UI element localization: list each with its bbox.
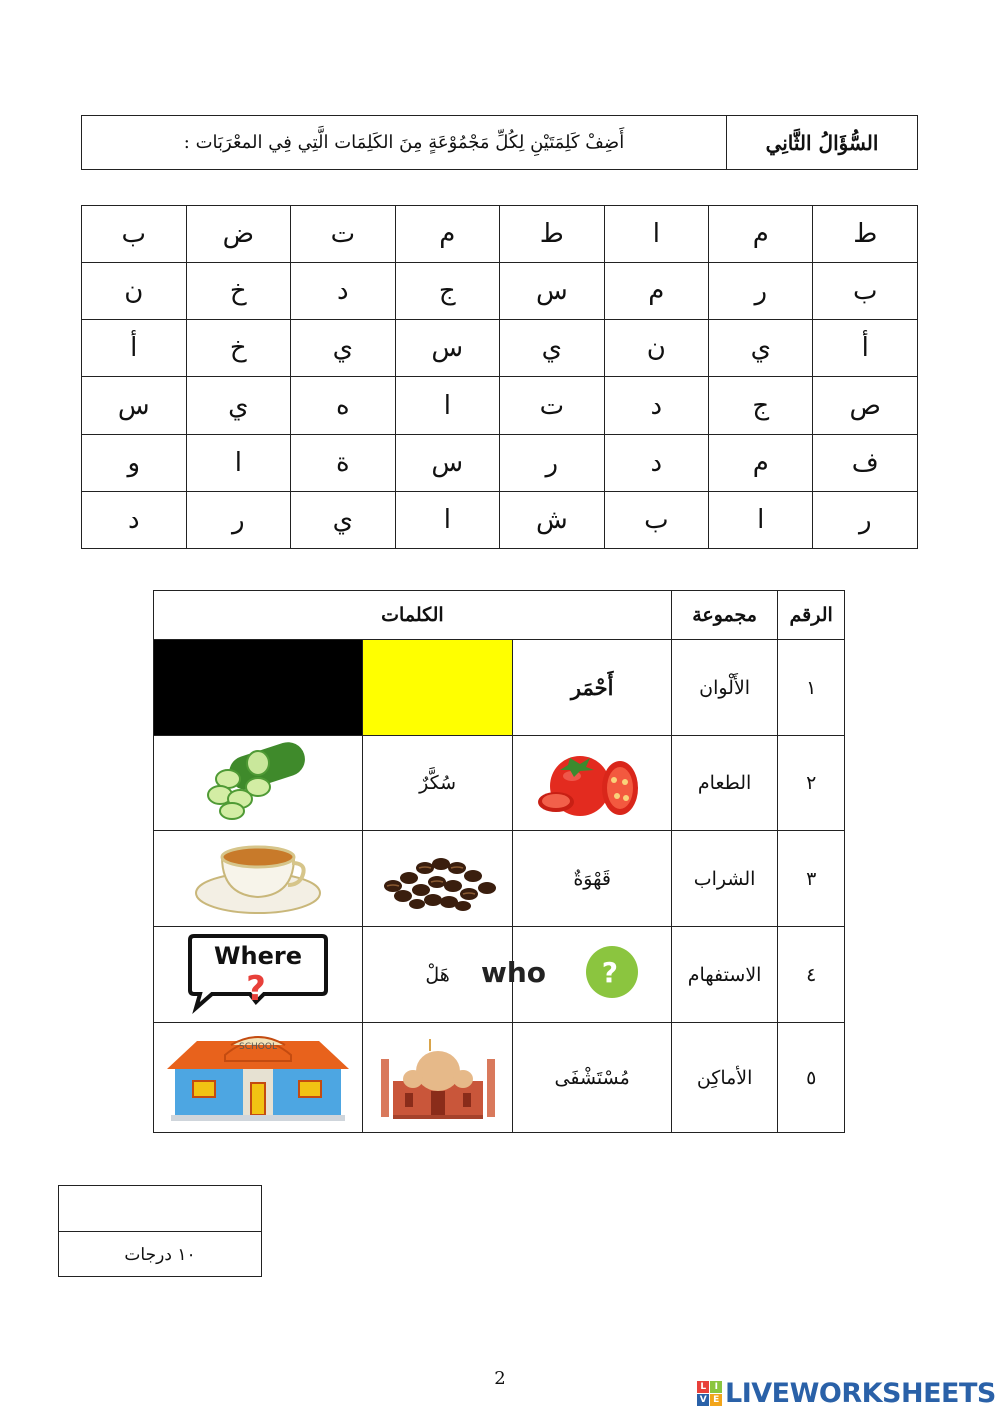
grid-letter[interactable]: ي — [709, 320, 813, 377]
grid-letter[interactable]: ت — [291, 206, 395, 263]
words-table — [153, 590, 845, 1133]
grid-letter[interactable]: د — [82, 491, 187, 548]
grid-letter[interactable]: ر — [709, 263, 813, 320]
svg-text:?: ? — [246, 969, 266, 1009]
grid-letter[interactable]: ط — [813, 206, 918, 263]
grid-letter[interactable]: ي — [291, 491, 395, 548]
grid-letter[interactable]: ا — [604, 206, 708, 263]
grid-row — [82, 206, 918, 263]
word-cell: قَهْوَةٌ — [513, 831, 671, 927]
letter-grid — [81, 205, 918, 549]
grid-letter[interactable]: ن — [82, 263, 187, 320]
score-label: ١٠ درجات — [124, 1244, 196, 1265]
table-row — [154, 1023, 845, 1133]
where-image — [154, 927, 363, 1023]
grid-letter[interactable]: ج — [709, 377, 813, 434]
grid-letter[interactable]: ة — [291, 434, 395, 491]
grid-letter[interactable]: م — [709, 434, 813, 491]
where-label: Where — [213, 942, 302, 970]
who-label: who — [481, 956, 547, 989]
grid-letter[interactable]: ج — [395, 263, 500, 320]
row-number: ٥ — [778, 1023, 845, 1133]
grid-letter[interactable]: ض — [186, 206, 291, 263]
mosque-image — [362, 1023, 513, 1133]
grid-row — [82, 434, 918, 491]
cucumber-image — [154, 736, 363, 831]
grid-letter[interactable]: ط — [500, 206, 605, 263]
logo-text: LIVEWORKSHEETS — [725, 1378, 996, 1409]
svg-text:?: ? — [601, 956, 619, 989]
grid-letter[interactable]: ر — [813, 491, 918, 548]
grid-letter[interactable]: ن — [604, 320, 708, 377]
question-header — [81, 115, 918, 170]
grid-letter[interactable]: ت — [500, 377, 605, 434]
grid-letter[interactable]: م — [709, 206, 813, 263]
grid-letter[interactable]: ا — [395, 491, 500, 548]
grid-letter[interactable]: ص — [813, 377, 918, 434]
black-swatch — [154, 640, 363, 736]
row-group: الاستفهام — [671, 927, 778, 1023]
grid-letter[interactable]: ي — [500, 320, 605, 377]
header-words: الكلمات — [154, 591, 672, 640]
grid-letter[interactable]: ب — [604, 491, 708, 548]
grid-letter[interactable]: م — [395, 206, 500, 263]
grid-letter[interactable]: أ — [82, 320, 187, 377]
grid-letter[interactable]: ي — [186, 377, 291, 434]
score-entry-area[interactable] — [59, 1186, 261, 1232]
table-row — [154, 831, 845, 927]
coffee-beans-image — [362, 831, 513, 927]
word-cell: أَحْمَر — [513, 640, 671, 736]
grid-letter[interactable]: س — [82, 377, 187, 434]
liveworksheets-logo — [697, 1378, 996, 1409]
header-number: الرقم — [778, 591, 845, 640]
logo-badge: L I V E — [697, 1381, 722, 1406]
score-box — [58, 1185, 262, 1277]
grid-letter[interactable]: ا — [186, 434, 291, 491]
word-cell: مُسْتَشْفَى — [513, 1023, 671, 1133]
row-number: ١ — [778, 640, 845, 736]
grid-letter[interactable]: و — [82, 434, 187, 491]
grid-letter[interactable]: ر — [186, 491, 291, 548]
grid-letter[interactable]: د — [604, 434, 708, 491]
table-row — [154, 640, 845, 736]
grid-letter[interactable]: ه — [291, 377, 395, 434]
school-label: SCHOOL — [238, 1042, 277, 1052]
row-group: الأَلْوان — [671, 640, 778, 736]
row-number: ٣ — [778, 831, 845, 927]
row-group: الشراب — [671, 831, 778, 927]
grid-letter[interactable]: أ — [813, 320, 918, 377]
table-row — [154, 736, 845, 831]
grid-letter[interactable]: ا — [709, 491, 813, 548]
page-number: 2 — [494, 1368, 506, 1389]
word-cell: سُكَّرٌ — [362, 736, 513, 831]
grid-letter[interactable]: د — [291, 263, 395, 320]
row-number: ٤ — [778, 927, 845, 1023]
question-title: السُّؤَالُ الثَّانِي — [726, 116, 917, 169]
header-group: مجموعة — [671, 591, 778, 640]
grid-letter[interactable]: ا — [395, 377, 500, 434]
row-group: الأماكِن — [671, 1023, 778, 1133]
grid-letter[interactable]: ي — [291, 320, 395, 377]
grid-row — [82, 320, 918, 377]
grid-letter[interactable]: ش — [500, 491, 605, 548]
grid-letter[interactable]: ب — [82, 206, 187, 263]
grid-row — [82, 491, 918, 548]
school-image — [154, 1023, 363, 1133]
grid-letter[interactable]: خ — [186, 320, 291, 377]
grid-letter[interactable]: خ — [186, 263, 291, 320]
row-number: ٢ — [778, 736, 845, 831]
who-image — [481, 927, 671, 1023]
grid-letter[interactable]: د — [604, 377, 708, 434]
grid-letter[interactable]: م — [604, 263, 708, 320]
tea-cup-image — [154, 831, 363, 927]
question-instruction: أَضِفْ كَلِمَتَيْنِ لِكُلِّ مَجْمُوْعَةٍ مِنَ الكَلِمَات الَّتِي فِي المعْرَبَات : — [183, 132, 625, 153]
grid-row — [82, 263, 918, 320]
word-cell: هَلْ — [362, 927, 513, 1023]
grid-letter[interactable]: ر — [500, 434, 605, 491]
grid-letter[interactable]: ب — [813, 263, 918, 320]
grid-letter[interactable]: ف — [813, 434, 918, 491]
row-group: الطعام — [671, 736, 778, 831]
grid-letter[interactable]: س — [395, 320, 500, 377]
grid-letter[interactable]: س — [500, 263, 605, 320]
grid-row — [82, 377, 918, 434]
yellow-swatch — [362, 640, 513, 736]
tomato-image — [513, 736, 671, 831]
table-row — [154, 927, 845, 1023]
grid-letter[interactable]: س — [395, 434, 500, 491]
